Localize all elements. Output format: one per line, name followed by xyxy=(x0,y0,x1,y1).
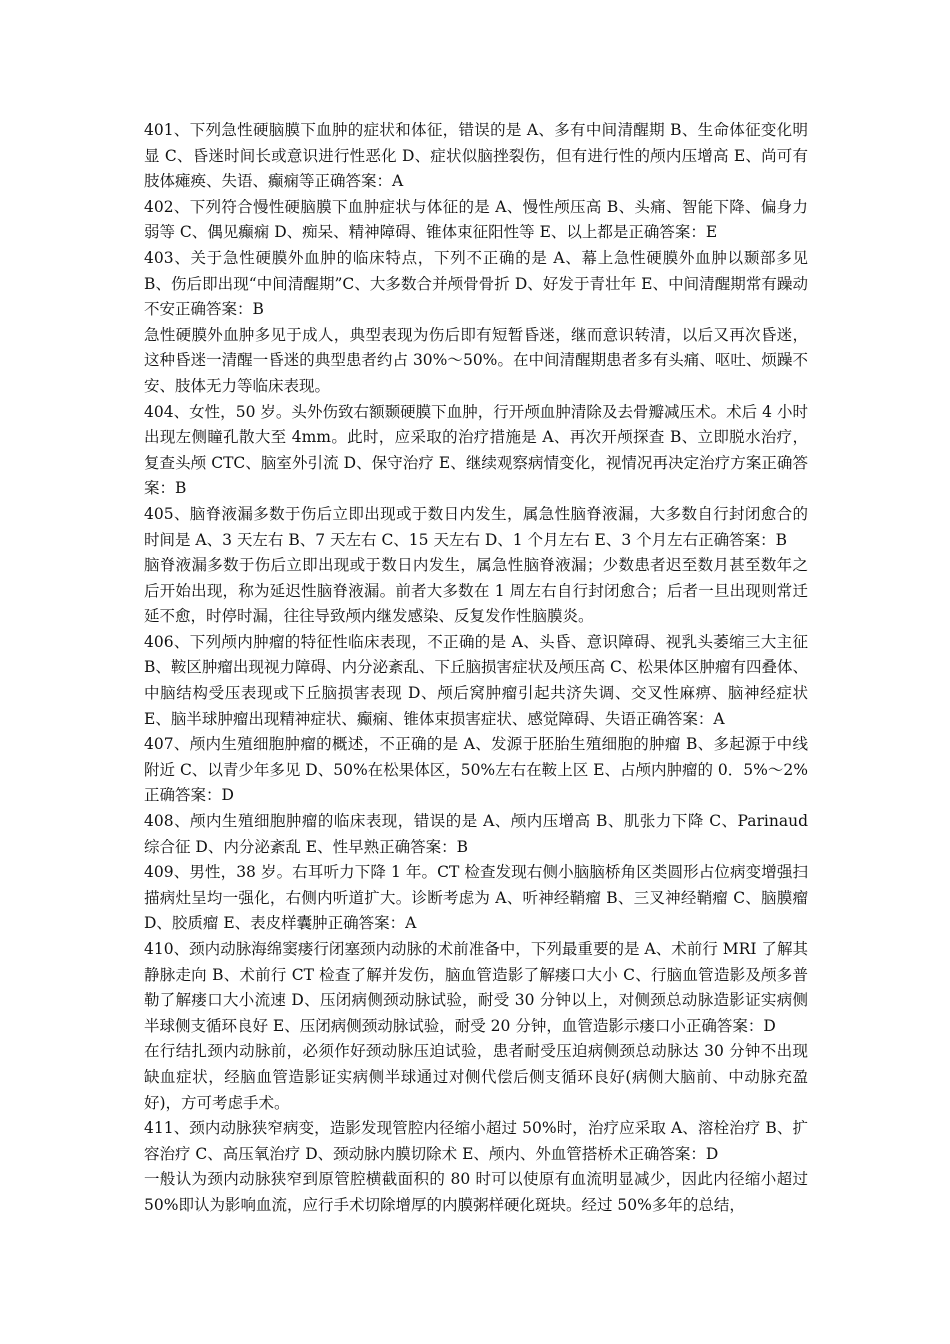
question-405: 405、脑脊液漏多数于伤后立即出现或于数日内发生，属急性脑脊液漏，大多数自行封闭愈合的时间是 A、3 天左右 B、7 天左右 C、15 天左右 D、1 个月左右 E、3 个月左右正确答案：B xyxy=(144,504,808,549)
question-402: 402、下列符合慢性硬脑膜下血肿症状与体征的是 A、慢性颅压高 B、头痛、智能下降、偏身力弱等 C、偶见癫痫 D、痴呆、精神障碍、锥体束征阳性等 E、以上都是正确答案：E xyxy=(144,197,808,242)
question-406: 406、下列颅内肿瘤的特征性临床表现，不正确的是 A、头昏、意识障碍、视乳头萎缩三大主征 B、鞍区肿瘤出现视力障碍、内分泌紊乱、下丘脑损害症状及颅压高 C、松果体区肿瘤有四叠体、中脑结构受压表现或下丘脑损害表现 D、颅后窝肿瘤引起共济失调、交叉性麻痹、脑神经症状 E、脑半球肿瘤出现精神症状、癫痫、锥体束损害症状、感觉障碍、失语正确答案：A xyxy=(144,632,808,728)
question-410: 410、颈内动脉海绵窦瘘行闭塞颈内动脉的术前准备中，下列最重要的是 A、术前行 MRI 了解其静脉走向 B、术前行 CT 检查了解并发伤，脑血管造影了解瘘口大小 C、行脑血管造影及颅多普勒了解瘘口大小流速 D、压闭病侧颈动脉试验，耐受 30 分钟以上，对侧颈总动脉造影证实病侧半球侧支循环良好 E、压闭病侧颈动脉试验，耐受 20 分钟，血管造影示瘘口小正确答案：D xyxy=(144,940,808,1035)
explanation-405: 脑脊液漏多数于伤后立即出现或于数日内发生，属急性脑脊液漏；少数患者迟至数月甚至数年之后开始出现，称为延迟性脑脊液漏。前者大多数在 1 周左右自行封闭愈合；后者一旦出现则常迁延不愈，时停时漏，往往导致颅内继发感染、反复发作性脑膜炎。 xyxy=(144,556,808,626)
question-409: 409、男性，38 岁。右耳听力下降 1 年。CT 检查发现右侧小脑脑桥角区类圆形占位病变增强扫描病灶呈均一强化，右侧内听道扩大。诊断考虑为 A、听神经鞘瘤 B、三叉神经鞘瘤 C、脑膜瘤 D、胶质瘤 E、表皮样囊肿正确答案：A xyxy=(144,863,808,933)
explanation-403: 急性硬膜外血肿多见于成人，典型表现为伤后即有短暂昏迷，继而意识转清，以后又再次昏迷，这种昏迷一清醒一昏迷的典型患者约占 30%～50%。在中间清醒期患者多有头痛、呕吐、烦躁不安、肢体无力等临床表现。 xyxy=(144,325,808,395)
question-407: 407、颅内生殖细胞肿瘤的概述，不正确的是 A、发源于胚胎生殖细胞的肿瘤 B、多起源于中线附近 C、以青少年多见 D、50%在松果体区，50%左右在鞍上区 E、占颅内肿瘤的 0．5%～2%正确答案：D xyxy=(144,735,808,805)
question-404: 404、女性，50 岁。头外伤致右额颞硬膜下血肿，行开颅血肿清除及去骨瓣减压术。术后 4 小时出现左侧瞳孔散大至 4mm。此时，应采取的治疗措施是 A、再次开颅探查 B、立即脱水治疗，复查头颅 CTC、脑室外引流 D、保守治疗 E、继续观察病情变化，视情况再决定治疗方案正确答案：B xyxy=(144,402,808,498)
question-403: 403、关于急性硬膜外血肿的临床特点，下列不正确的是 A、幕上急性硬膜外血肿以颞部多见 B、伤后即出现“中间清醒期”C、大多数合并颅骨骨折 D、好发于青壮年 E、中间清醒期常有躁动不安正确答案：B xyxy=(144,248,808,319)
document-page xyxy=(144,118,808,1219)
question-411: 411、颈内动脉狭窄病变，造影发现管腔内径缩小超过 50%时，治疗应采取 A、溶栓治疗 B、扩容治疗 C、高压氧治疗 D、颈动脉内膜切除术 E、颅内、外血管搭桥术正确答案：D xyxy=(144,1119,808,1163)
question-408: 408、颅内生殖细胞肿瘤的临床表现，错误的是 A、颅内压增高 B、肌张力下降 C、Parinaud 综合征 D、内分泌紊乱 E、性早熟正确答案：B xyxy=(144,812,808,856)
explanation-410: 在行结扎颈内动脉前，必须作好颈动脉压迫试验，患者耐受压迫病侧颈总动脉达 30 分钟不出现缺血症状，经脑血管造影证实病侧半球通过对侧代偿后侧支循环良好(病侧大脑前、中动脉充盈好)，方可考虑手术。 xyxy=(144,1042,808,1112)
explanation-411: 一般认为颈内动脉狭窄到原管腔横截面积的 80 时可以使原有血流明显减少，因此内径缩小超过 50%即认为影响血流，应行手术切除增厚的内膜粥样硬化斑块。经过 50%多年的总结， xyxy=(144,1170,808,1214)
question-401: 401、下列急性硬脑膜下血肿的症状和体征，错误的是 A、多有中间清醒期 B、生命体征变化明显 C、昏迷时间长或意识进行性恶化 D、症状似脑挫裂伤，但有进行性的颅内压增高 E、尚可有肢体瘫痪、失语、癫痫等正确答案：A xyxy=(144,121,808,191)
